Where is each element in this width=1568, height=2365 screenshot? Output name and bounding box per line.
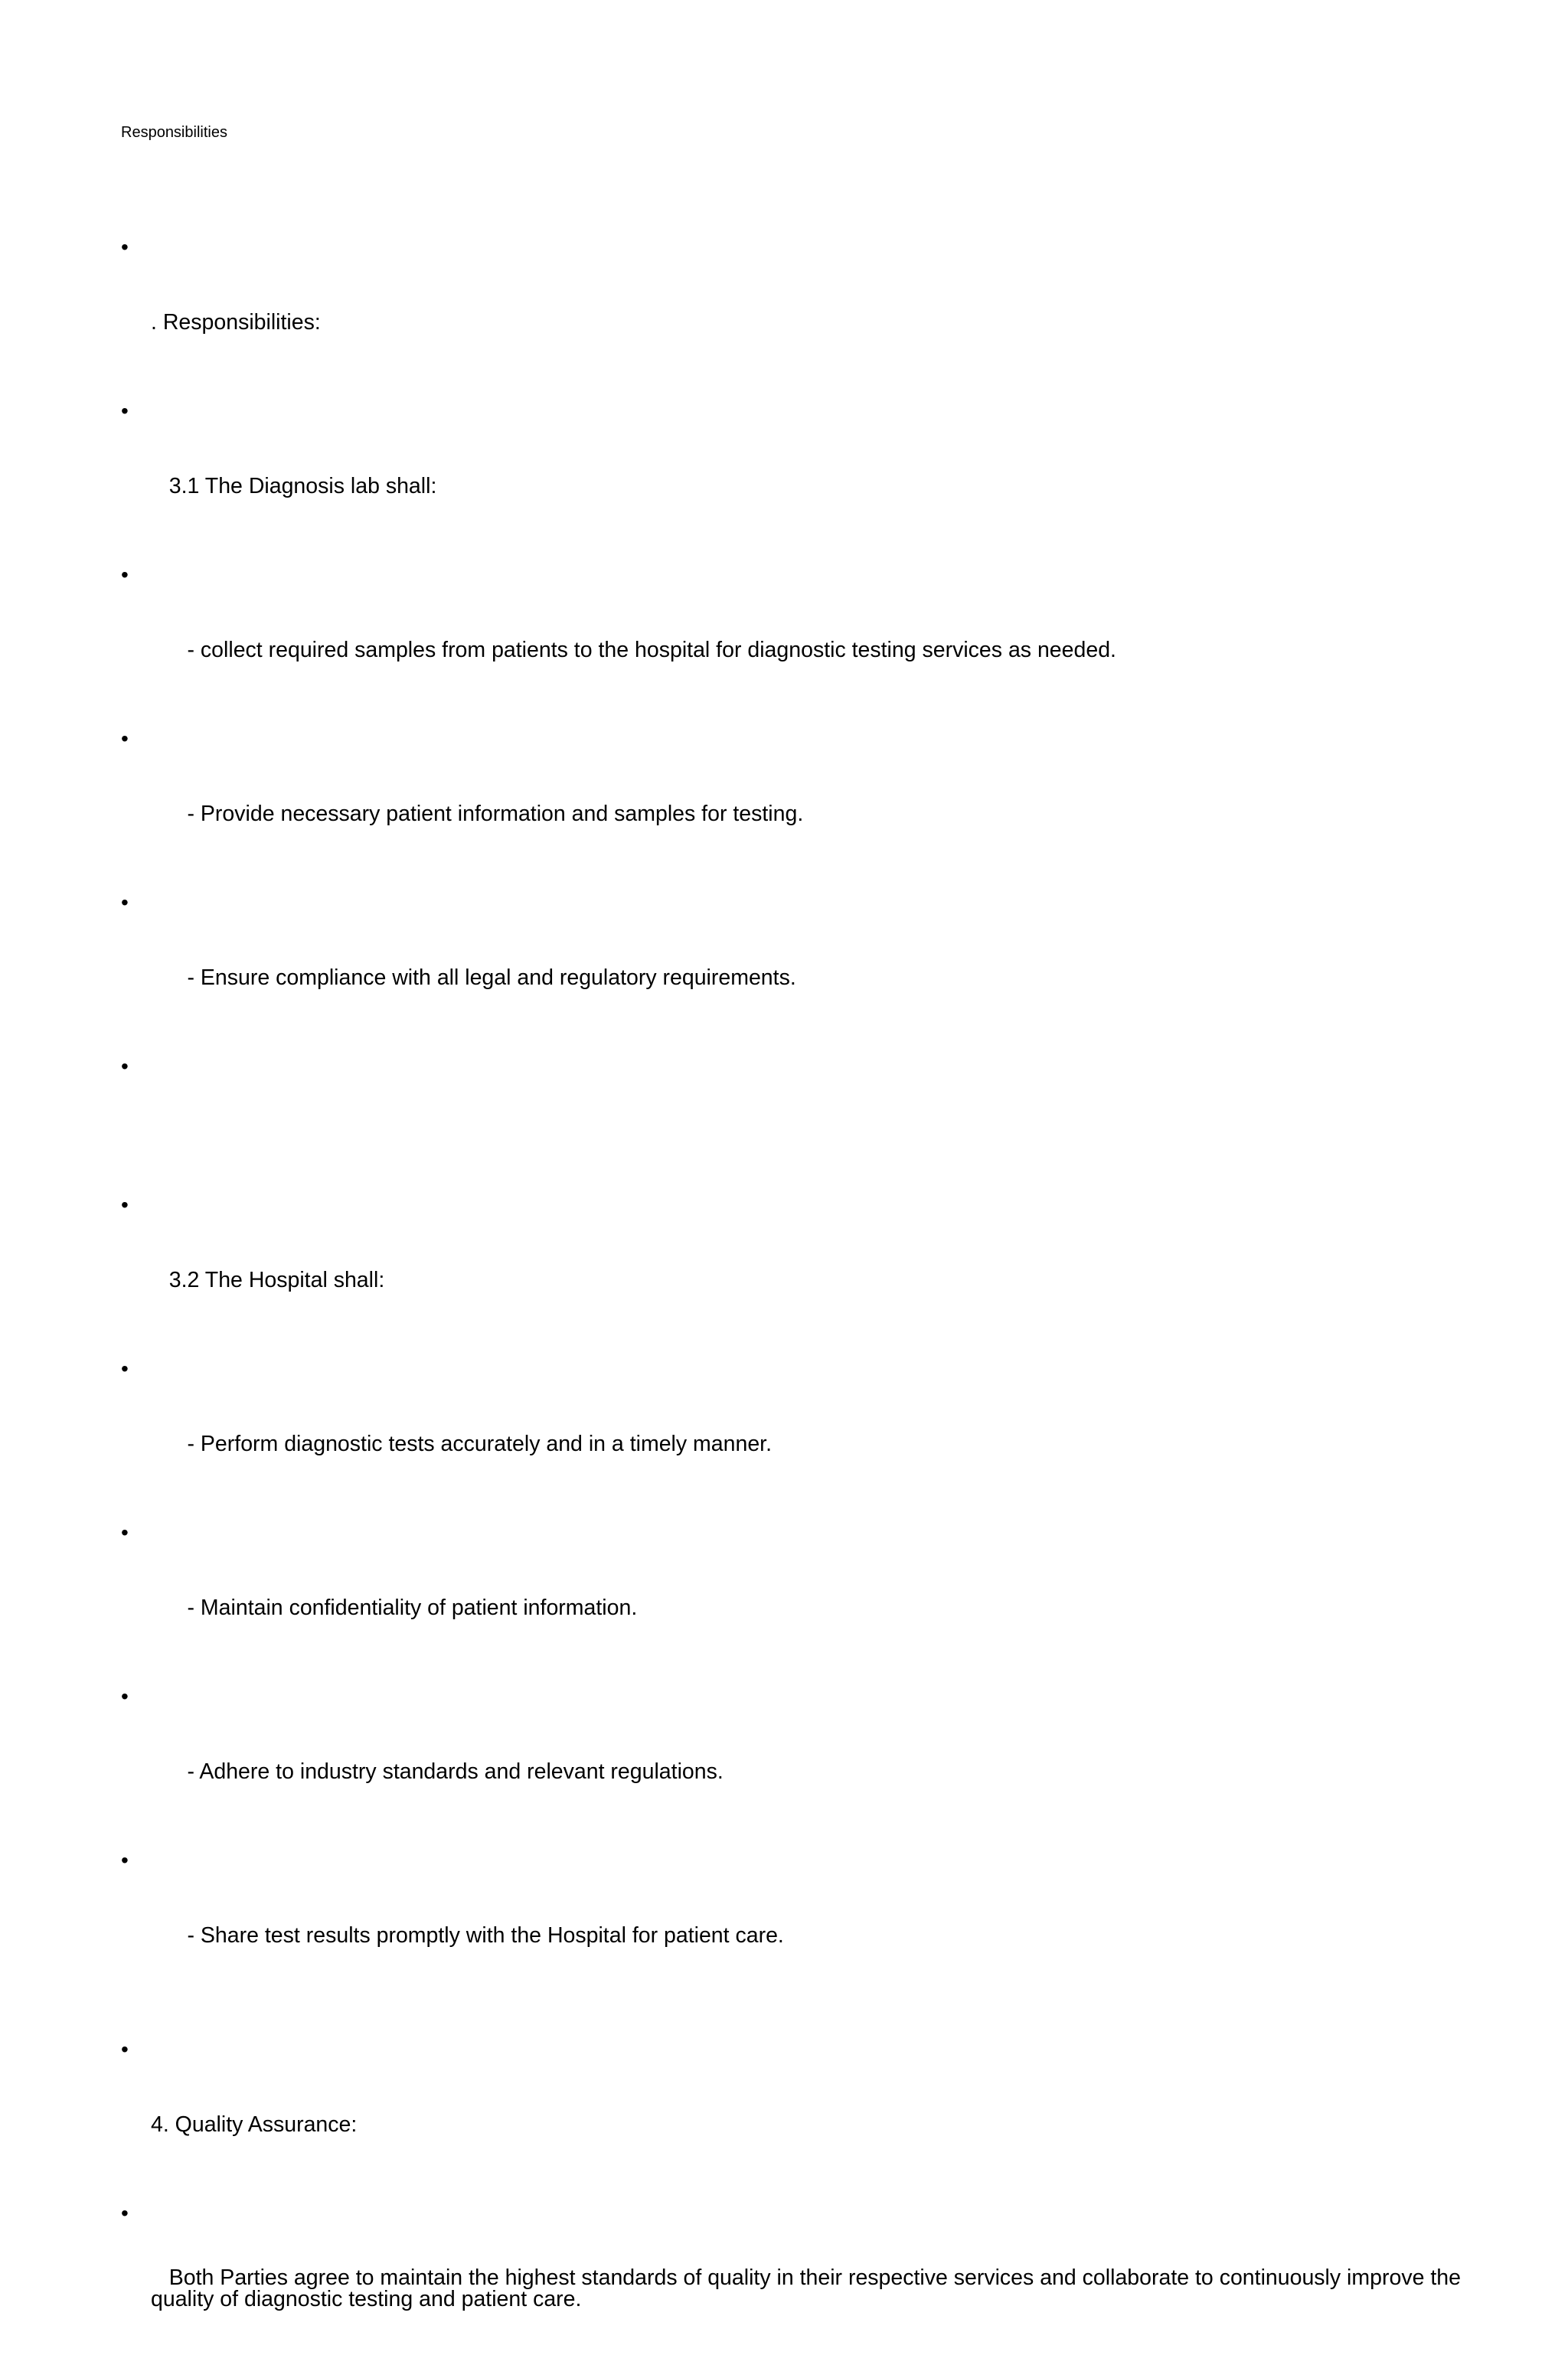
list-item	[121, 1053, 1468, 1180]
bullet-icon: •	[121, 2201, 129, 2225]
list-item-text: - Adhere to industry standards and relevant regulations.	[151, 1759, 724, 1784]
bullet-list	[121, 234, 1468, 2365]
list-item	[121, 1192, 1468, 1344]
bullet-icon: •	[121, 1193, 129, 1217]
list-item-text: - Share test results promptly with the Hospital for patient care.	[151, 1923, 784, 1948]
bullet-icon: •	[121, 2037, 129, 2061]
list-item	[121, 1684, 1468, 1835]
bullet-icon: •	[121, 1684, 129, 1708]
list-item-text: 3.1 The Diagnosis lab shall:	[151, 474, 437, 498]
list-item	[121, 2200, 1468, 2353]
list-item-text: 3.2 The Hospital shall:	[151, 1268, 385, 1292]
list-item-text: . Responsibilities:	[151, 310, 321, 335]
list-item-text: - collect required samples from patients to the hospital for diagnostic testing services as needed.	[151, 638, 1116, 662]
list-item-text: - Ensure compliance with all legal and regulatory requirements.	[151, 965, 796, 990]
list-item	[121, 562, 1468, 714]
list-item	[121, 234, 1468, 386]
list-item	[121, 890, 1468, 1041]
bullet-icon: •	[121, 727, 129, 750]
list-item	[121, 1520, 1468, 1671]
slide-title: Responsibilities	[121, 124, 227, 141]
bullet-icon: •	[121, 1848, 129, 1872]
list-item	[121, 398, 1468, 550]
list-item-text: - Maintain confidentiality of patient information.	[151, 1596, 638, 1620]
list-item-text: Both Parties agree to maintain the highest standards of quality in their respective services and collaborate to continuously improve the quality of diagnostic testing and patient care.	[151, 2265, 1467, 2311]
list-item	[121, 2037, 1468, 2188]
bullet-icon: •	[121, 399, 129, 423]
list-item	[121, 726, 1468, 877]
bullet-icon: •	[121, 1521, 129, 1544]
bullet-icon: •	[121, 890, 129, 914]
bullet-icon: •	[121, 1054, 129, 1078]
list-item-text: 4. Quality Assurance:	[151, 2112, 358, 2137]
bullet-icon: •	[121, 1357, 129, 1380]
list-item-text: - Perform diagnostic tests accurately and in a timely manner.	[151, 1432, 773, 1456]
list-item	[121, 1356, 1468, 1508]
bullet-icon: •	[121, 235, 129, 259]
list-item	[121, 1847, 1468, 1999]
list-item-text: - Provide necessary patient information and samples for testing.	[151, 802, 804, 826]
bullet-icon: •	[121, 563, 129, 586]
